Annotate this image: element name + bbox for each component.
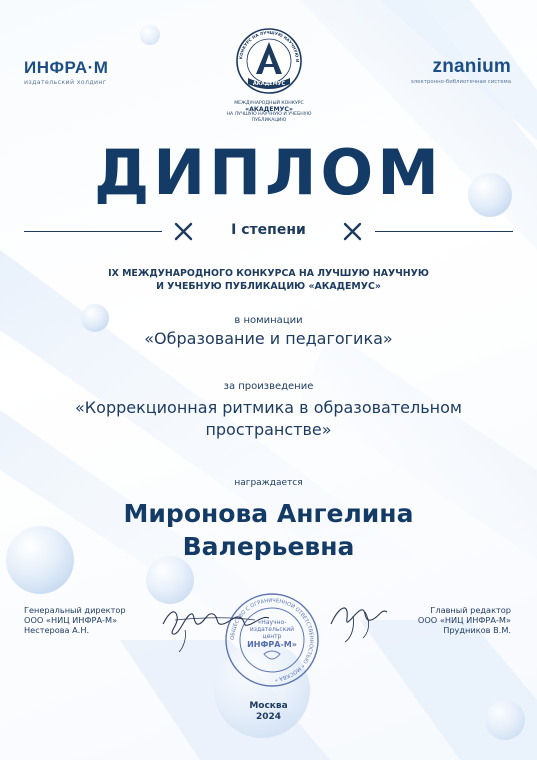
stamp-center-line2: издательский — [249, 626, 295, 633]
winner-name-line2: Валерьевна — [182, 532, 355, 561]
stamp-ring-text: ОБЩЕСТВО С ОГРАНИЧЕННОЙ ОТВЕТСТВЕННОСТЬЮ * МОСКВА * — [229, 597, 315, 682]
znanium-logo-name: znanium — [432, 56, 511, 77]
znanium-logo — [411, 56, 511, 85]
znanium-logo-subtitle: электронно-библиотечная система — [410, 79, 511, 85]
stamp-center-line4: ИНФРА-М» — [247, 640, 297, 649]
infra-m-logo — [24, 58, 108, 86]
winner-name-line1: Миронова Ангелина — [123, 499, 414, 528]
akademus-emblem-icon — [234, 22, 304, 96]
contest-name — [0, 267, 537, 293]
work-label: за произведение — [223, 381, 314, 392]
emblem-caption — [210, 101, 328, 123]
work-title-line1: «Коррекционная ритмика в образовательном — [75, 398, 462, 417]
contest-line2: И УЧЕБНУЮ ПУБЛИКАЦИЮ «АКАДЕМУС» — [156, 281, 381, 292]
infra-m-logo-name: ИНФРА·М — [24, 58, 109, 77]
awarded-label: награждается — [234, 478, 303, 488]
stamp-center-line3: центр — [262, 633, 282, 640]
work-title — [0, 397, 537, 441]
nomination-value: «Образование и педагогика» — [144, 329, 393, 348]
city: Москва — [249, 701, 288, 711]
cross-icon-right — [343, 222, 362, 241]
signatory-right-name: Прудников В.М. — [443, 625, 511, 636]
stamp-center-line1: «Научно- — [257, 619, 287, 626]
signatory-right-title: Главный редактор — [430, 605, 511, 615]
organization-stamp-icon — [222, 590, 322, 690]
emblem-inner-text: АКАДЕМУС — [252, 81, 286, 87]
work-title-line2: пространстве» — [205, 420, 332, 439]
winner-name — [0, 497, 537, 563]
emblem-caption-line1: МЕЖДУНАРОДНЫЙ КОНКУРС — [234, 101, 304, 106]
emblem-caption-line3: НА ЛУЧШУЮ НАУЧНУЮ И УЧЕБНУЮ ПУБЛИКАЦИЮ — [226, 112, 312, 123]
signatory-right — [418, 605, 511, 636]
diploma-degree: I степени — [231, 222, 306, 238]
diploma-title: ДИПЛОМ — [94, 136, 443, 209]
signatory-left-name: Нестерова А.Н. — [24, 625, 90, 636]
year: 2024 — [255, 712, 282, 722]
emblem-ring-text: КОНКУРС НА ЛУЧШУЮ НАУЧНУЮ И — [238, 29, 301, 63]
emblem-caption-line2: «АКАДЕМУС» — [245, 105, 293, 113]
infra-m-logo-subtitle: издательский холдинг — [24, 79, 107, 86]
place-and-year — [0, 701, 537, 723]
signatory-left-title: Генеральный директор — [24, 605, 126, 615]
signatory-left-org: ООО «НИЦ ИНФРА-М» — [24, 615, 118, 626]
nomination-label: в номинации — [234, 315, 303, 326]
signatory-right-org: ООО «НИЦ ИНФРА-М» — [417, 615, 511, 626]
divider-right — [375, 231, 513, 232]
signature-right-icon — [325, 592, 395, 646]
signatory-left — [24, 605, 126, 636]
contest-line1: IX МЕЖДУНАРОДНОГО КОНКУРСА НА ЛУЧШУЮ НАУЧНУЮ — [108, 268, 429, 279]
